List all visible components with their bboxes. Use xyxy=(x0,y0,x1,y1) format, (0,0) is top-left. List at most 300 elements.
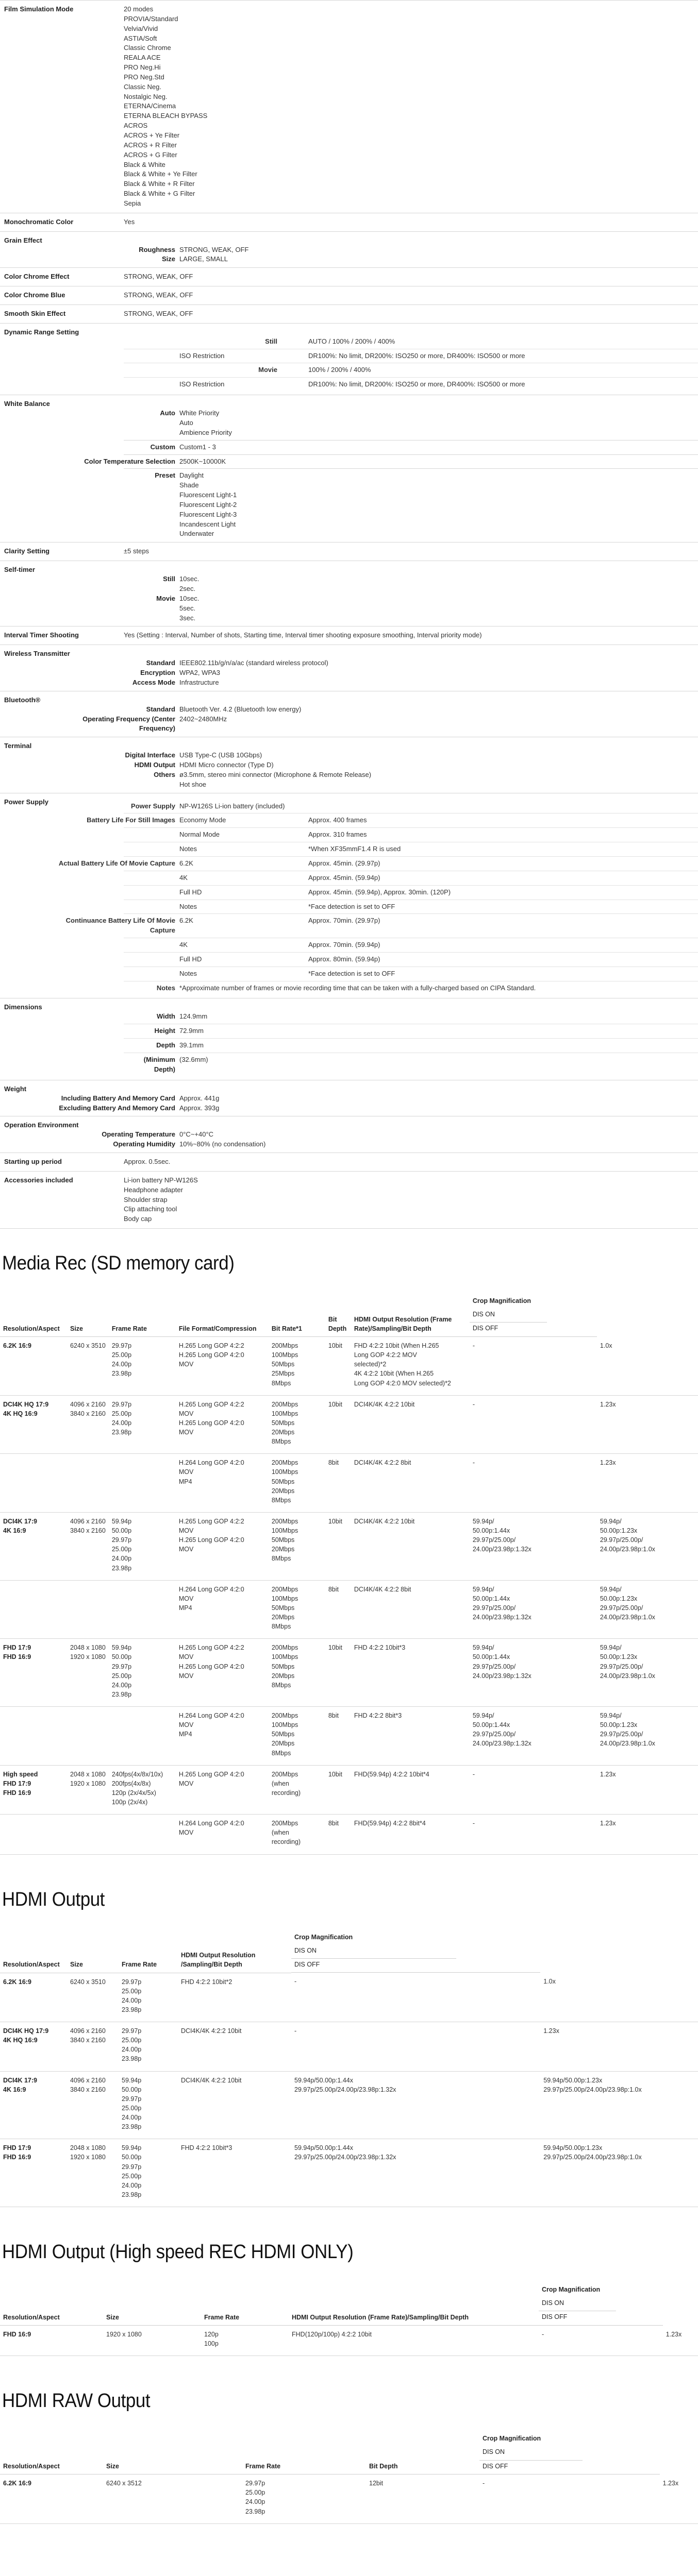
list-line: REALA ACE xyxy=(124,54,161,62)
spec-value: Yes xyxy=(124,217,135,226)
cell-line: 29.97p/25.00p/ xyxy=(472,1731,516,1738)
spec-row-bluetooth xyxy=(0,691,698,738)
cell-line: 1.23x xyxy=(662,2479,679,2487)
cell-line: 24.00p xyxy=(111,1419,132,1427)
table-cell-dis_off xyxy=(597,1707,698,1766)
cell-line: 3840 x 2160 xyxy=(70,1410,106,1417)
sub-label: Still xyxy=(163,575,175,583)
spec-row-white-balance xyxy=(0,395,698,543)
cell-line: 50.00p:1.23x xyxy=(600,1721,638,1729)
sub-label: Movie xyxy=(156,594,175,602)
sub-value: IEEE802.11b/g/n/a/ac (standard wireless protocol) xyxy=(179,659,328,667)
spec-label: Starting up period xyxy=(4,1158,62,1166)
table-cell-frame xyxy=(109,1512,176,1580)
cell-line: 6.2K 16:9 xyxy=(3,1342,31,1350)
cell-line: 4096 x 2160 xyxy=(70,1400,106,1408)
table-cell-dis_off xyxy=(597,1512,698,1580)
sub-label: Custom xyxy=(150,443,175,451)
cell-line: FHD 16:9 xyxy=(3,2154,31,2161)
cell-line: H.265 Long GOP 4:2:2 xyxy=(178,1400,244,1408)
list-line: Shoulder strap xyxy=(124,1195,168,1204)
spec-value: STRONG, WEAK, OFF xyxy=(124,291,193,299)
accessories-list xyxy=(124,1172,698,1228)
list-line: Black & White + R Filter xyxy=(124,180,195,188)
cell-line: 1.0x xyxy=(600,1342,612,1349)
cell-line: 4096 x 2160 xyxy=(70,1517,106,1525)
spec-row-film-simulation xyxy=(0,1,698,213)
list-line: ETERNA BLEACH BYPASS xyxy=(124,112,208,120)
cell-line: 25.00p xyxy=(122,2104,142,2112)
cell-line: 25.00p xyxy=(111,1351,132,1359)
cell-line: 29.97p xyxy=(111,1342,132,1350)
cell-line: FHD 4:2:2 10bit*3 xyxy=(354,1644,406,1652)
cell-line: High speed xyxy=(3,1770,38,1778)
power-line xyxy=(124,885,698,900)
sub-label xyxy=(55,844,179,854)
table-row xyxy=(0,1973,698,2022)
cell-line: - xyxy=(472,1820,475,1827)
cell-line: 1.23x xyxy=(600,1400,616,1408)
table-cell-size xyxy=(103,2475,242,2524)
table-cell-hdmi xyxy=(351,1512,470,1580)
sub-label: Notes xyxy=(156,984,175,992)
spec-label: Bluetooth® xyxy=(4,696,41,704)
table-cell-dis_on xyxy=(470,1337,597,1396)
cell-line: 8Mbps xyxy=(271,1379,291,1387)
spec-table xyxy=(0,0,698,1229)
cell-line xyxy=(3,1819,64,1828)
sub-label xyxy=(55,969,179,979)
table-cell-hdmi xyxy=(351,1707,470,1766)
sub-value xyxy=(179,594,698,623)
cell-line: 23.98p xyxy=(111,1564,132,1572)
cell-line xyxy=(70,1819,106,1828)
cell-line: 25.00p xyxy=(245,2489,265,2497)
power-value: Approx. 70min. (29.97p) xyxy=(308,917,380,925)
col-header: Frame Rate xyxy=(201,2282,289,2325)
cell-line: 29.97p/25.00p/24.00p/23.98p:1.0x xyxy=(543,2154,642,2161)
spec-label: Dynamic Range Setting xyxy=(4,328,79,336)
cell-line: 8Mbps xyxy=(271,1555,291,1563)
table-cell-dis_off xyxy=(597,1815,698,1854)
table-cell-bitrate xyxy=(269,1337,325,1396)
sub-label: Still xyxy=(265,337,277,345)
list-line: PROVIA/Standard xyxy=(124,14,178,23)
cell-line: 1920 x 1080 xyxy=(70,1780,106,1787)
sub-label xyxy=(55,873,179,883)
cell-line: MOV xyxy=(178,1780,194,1787)
table-cell-dis_on xyxy=(470,1580,597,1639)
cell-line: 240fps(4x/8x/10x) xyxy=(111,1770,163,1778)
table-cell-frame xyxy=(109,1639,176,1707)
sub-value: WPA2, WPA3 xyxy=(179,669,220,677)
cell-line: MOV xyxy=(178,1361,194,1368)
table-cell-dis_off xyxy=(663,2326,698,2356)
table-cell-hdmi xyxy=(178,2139,291,2207)
spec-label: Dimensions xyxy=(4,1003,42,1011)
cell-line: 200Mbps xyxy=(271,1712,298,1720)
spec-row-color-chrome-blue xyxy=(0,286,698,305)
cell-line: 29.97p xyxy=(111,1663,132,1670)
cell-line: 59.94p/50.00p:1.44x xyxy=(294,2076,353,2084)
spec-label: Power Supply xyxy=(4,798,48,806)
sub-value: 124.9mm xyxy=(179,1012,208,1021)
cell-line: 24.00p/23.98p:1.32x xyxy=(472,1672,531,1680)
table-cell-frame xyxy=(109,1815,176,1854)
table-cell-bitrate xyxy=(269,1580,325,1639)
table-cell-size xyxy=(67,2139,119,2207)
hdmi-raw-table xyxy=(0,2431,698,2523)
spec-row-weight xyxy=(0,1080,698,1117)
power-value: *When XF35mmF1.4 R is used xyxy=(308,845,401,853)
table-cell-size xyxy=(67,1639,109,1707)
table-cell-res xyxy=(0,1337,67,1396)
col-header: Size xyxy=(103,2431,242,2474)
power-mode: Full HD xyxy=(179,888,202,896)
sub-label: Height xyxy=(154,1027,175,1035)
list-line: Daylight xyxy=(179,471,204,480)
cell-line: 24.00p/23.98p:1.0x xyxy=(600,1672,655,1680)
cell-line: 50Mbps xyxy=(271,1731,295,1738)
cell-line: 24.00p/23.98p:1.32x xyxy=(472,1740,531,1748)
sub-value: DR100%: No limit, DR200%: ISO250 or more, DR400%: ISO500 or more xyxy=(308,380,525,388)
cell-line: 23.98p xyxy=(111,1370,132,1378)
table-cell-size xyxy=(67,1512,109,1580)
cell-line xyxy=(112,1458,173,1467)
cell-line: 10bit xyxy=(328,1644,342,1652)
cell-line: 1.23x xyxy=(543,2027,559,2035)
cell-line: H.265 Long GOP 4:2:0 xyxy=(178,1663,244,1670)
sub-label: Standard xyxy=(146,705,175,713)
table-cell-res xyxy=(0,1395,67,1454)
cell-line: Long GOP 4:2:0 MOV selected)*2 xyxy=(354,1379,451,1387)
power-mode: Normal Mode xyxy=(179,831,220,839)
cell-line: 29.97p xyxy=(111,1536,132,1544)
table-cell-frame xyxy=(109,1395,176,1454)
cell-line: 50.00p xyxy=(122,2086,142,2093)
cell-line: 59.94p xyxy=(122,2144,142,2152)
spec-row-power xyxy=(0,793,698,999)
cell-line: 59.94p/50.00p:1.44x xyxy=(294,2144,353,2152)
cell-line: 100Mbps xyxy=(271,1410,298,1417)
table-cell-bitdepth xyxy=(325,1707,351,1766)
sub-value xyxy=(179,770,698,790)
table-cell-dis_off xyxy=(540,1973,698,2022)
cell-line: DCI4K HQ 17:9 xyxy=(3,1400,49,1408)
table-row xyxy=(0,1765,698,1815)
section-title-hdmi-output: HDMI Output xyxy=(2,1888,105,1910)
table-cell-file xyxy=(176,1512,269,1580)
col-subheader: DIS ON xyxy=(539,2297,616,2311)
cell-line: 24.00p xyxy=(111,1361,132,1368)
power-mode: 6.2K xyxy=(179,917,193,925)
list-line: 3sec. xyxy=(179,614,196,622)
cell-line: 1920 x 1080 xyxy=(106,2331,142,2338)
cell-line: 10bit xyxy=(328,1342,342,1350)
cell-line: 59.94p/ xyxy=(472,1517,494,1525)
spec-row-wireless xyxy=(0,645,698,691)
cell-line: FHD(59.94p) 4:2:2 8bit*4 xyxy=(354,1820,426,1827)
sub-label: Access Mode xyxy=(132,678,175,686)
table-cell-dis_off xyxy=(597,1639,698,1707)
sub-value xyxy=(179,409,698,438)
cell-line: 29.97p xyxy=(111,1400,132,1408)
cell-line: MOV xyxy=(178,1721,194,1729)
cell-line: 12bit xyxy=(369,2480,384,2487)
cell-line: 8Mbps xyxy=(271,1681,291,1689)
sub-label: Operating Humidity xyxy=(113,1140,175,1148)
sub-value: STRONG, WEAK, OFF xyxy=(179,245,249,253)
col-subheader: DIS OFF xyxy=(479,2461,660,2475)
power-supply-body xyxy=(58,800,698,995)
table-cell-file xyxy=(176,1815,269,1854)
cell-line: 100Mbps xyxy=(271,1721,298,1729)
col-header: Resolution/Aspect xyxy=(0,1293,67,1336)
list-line: Black & White xyxy=(124,160,165,168)
cell-line: DCI4K 17:9 xyxy=(3,1517,37,1525)
cell-line: 24.00p/23.98p:1.0x xyxy=(600,1740,655,1748)
spec-label: Self-timer xyxy=(4,566,35,574)
table-cell-dis_on xyxy=(539,2326,663,2356)
spec-label: Weight xyxy=(4,1084,27,1093)
cell-line: 100Mbps xyxy=(271,1595,298,1602)
cell-line: 1920 x 1080 xyxy=(70,1653,106,1661)
spec-value: Yes (Setting : Interval, Number of shots, Starting time, Interval timer shooting exposure smoothing, Interval priority mode) xyxy=(124,631,482,639)
table-cell-file xyxy=(176,1639,269,1707)
table-row xyxy=(0,1454,698,1513)
table-cell-bitrate xyxy=(269,1395,325,1454)
sub-label: Roughness xyxy=(139,245,175,253)
power-mode: Economy Mode xyxy=(179,816,226,824)
cell-line: 20Mbps xyxy=(271,1546,295,1553)
sub-value xyxy=(179,574,698,594)
list-line: PRO Neg.Std xyxy=(124,73,164,81)
table-cell-res xyxy=(0,2326,103,2356)
cell-line: 23.98p xyxy=(122,2123,142,2131)
table-cell-file xyxy=(176,1765,269,1815)
cell-line: 29.97p/25.00p/ xyxy=(472,1536,516,1544)
cell-line: 120p (2x/4x/5x) xyxy=(111,1789,156,1797)
sub-label: Size xyxy=(161,255,175,263)
power-line xyxy=(124,827,698,842)
cell-line: MOV xyxy=(178,1429,194,1436)
cell-line: FHD 4:2:2 8bit*3 xyxy=(354,1712,402,1720)
table-cell-frame xyxy=(119,2022,178,2072)
cell-line xyxy=(3,1711,64,1720)
cell-line: MOV xyxy=(178,1468,194,1476)
cell-line: 3840 x 2160 xyxy=(70,2037,106,2044)
cell-line: 50.00p:1.23x xyxy=(600,1527,638,1535)
power-value: Approx. 310 frames xyxy=(308,831,367,839)
hdmi-high-speed-table xyxy=(0,2282,698,2356)
table-cell-dis_off xyxy=(540,2139,698,2207)
table-cell-res xyxy=(0,1707,67,1766)
table-cell-bitrate xyxy=(269,1512,325,1580)
power-mode: 4K xyxy=(179,873,188,882)
spec-label: Interval Timer Shooting xyxy=(4,631,79,639)
cell-line: 3840 x 2160 xyxy=(70,2086,106,2093)
spec-row-color-chrome xyxy=(0,268,698,286)
sub-value: Custom1 - 3 xyxy=(179,443,216,451)
cell-line: 23.98p xyxy=(122,2006,142,2013)
cell-line: 23.98p xyxy=(245,2507,265,2515)
cell-line: 24.00p/23.98p:1.32x xyxy=(472,1614,531,1621)
table-cell-dis_on xyxy=(470,1395,597,1454)
cell-line: 50Mbps xyxy=(271,1361,295,1368)
col-header: Bit Depth xyxy=(366,2431,479,2474)
cell-line: DCI4K/4K 4:2:2 8bit xyxy=(354,1459,411,1467)
cell-line: (when xyxy=(271,1829,289,1837)
list-line: Black & White + G Filter xyxy=(124,190,195,198)
spec-value: STRONG, WEAK, OFF xyxy=(124,309,193,317)
sub-label: ISO Restriction xyxy=(179,380,225,388)
cell-line: DCI4K/4K 4:2:2 10bit xyxy=(354,1400,415,1408)
cell-line: 24.00p xyxy=(111,1681,132,1689)
cell-line: 8Mbps xyxy=(271,1496,291,1504)
cell-line: 59.94p xyxy=(111,1644,132,1652)
list-line: Hot shoe xyxy=(179,780,207,788)
sub-label: Standard xyxy=(146,659,175,667)
cell-line: 120p xyxy=(204,2331,219,2338)
cell-line: 50.00p:1.23x xyxy=(600,1653,638,1661)
spec-label: Grain Effect xyxy=(4,236,42,244)
table-cell-frame xyxy=(109,1765,176,1815)
cell-line: 2048 x 1080 xyxy=(70,1770,106,1778)
cell-line: H.264 Long GOP 4:2:0 xyxy=(178,1459,244,1467)
sub-label: ISO Restriction xyxy=(179,351,225,360)
table-cell-frame xyxy=(119,2139,178,2207)
cell-line: 59.94p/ xyxy=(600,1644,622,1652)
cell-line: 59.94p/ xyxy=(472,1585,494,1593)
col-header: Size xyxy=(67,1293,109,1336)
list-line: Fluorescent Light-3 xyxy=(179,510,237,518)
table-cell-dis_off xyxy=(597,1395,698,1454)
list-line: ACROS + G Filter xyxy=(124,150,177,159)
table-cell-hdmi xyxy=(351,1765,470,1815)
cell-line: H.265 Long GOP 4:2:0 xyxy=(178,1351,244,1359)
table-row xyxy=(0,2475,698,2524)
cell-line: FHD 16:9 xyxy=(3,1653,31,1661)
table-cell-dis_off xyxy=(597,1454,698,1513)
power-mode: 4K xyxy=(179,941,188,949)
table-cell-frame xyxy=(109,1580,176,1639)
cell-line: 10bit xyxy=(328,1400,342,1408)
spec-label: Operation Environment xyxy=(4,1121,79,1129)
sub-value: 2500K~10000K xyxy=(179,457,226,465)
cell-line: 50.00p xyxy=(111,1527,132,1535)
cell-line: 1.23x xyxy=(600,1459,616,1467)
table-cell-file xyxy=(176,1337,269,1396)
sub-label: Movie xyxy=(258,366,277,374)
cell-line: recording) xyxy=(271,1838,301,1846)
table-cell-hdmi xyxy=(351,1454,470,1513)
cell-line: 50Mbps xyxy=(271,1419,295,1427)
table-cell-size xyxy=(67,1454,109,1513)
cell-line: 29.97p/25.00p/ xyxy=(472,1604,516,1612)
sub-label: Encryption xyxy=(140,669,175,677)
cell-line: H.264 Long GOP 4:2:0 xyxy=(178,1820,244,1827)
cell-line: 100p xyxy=(204,2340,219,2348)
list-line: ACROS + R Filter xyxy=(124,141,177,149)
table-cell-hdmi xyxy=(178,2071,291,2139)
cell-line: 10bit xyxy=(328,1517,342,1525)
power-value: Approx. 45min. (29.97p) xyxy=(308,859,380,867)
cell-line: 50.00p xyxy=(122,2154,142,2161)
table-cell-size xyxy=(67,2022,119,2072)
col-header: Crop Magnification xyxy=(472,1297,531,1305)
cell-line: DCI4K/4K 4:2:2 10bit xyxy=(354,1517,415,1525)
spec-label: Monochromatic Color xyxy=(4,217,74,226)
cell-line: - xyxy=(542,2330,544,2338)
cell-line: MP4 xyxy=(178,1731,192,1738)
cell-line: 24.00p xyxy=(122,2181,142,2189)
table-cell-dis_off xyxy=(540,2071,698,2139)
table-cell-frame xyxy=(109,1454,176,1513)
list-line: Body cap xyxy=(124,1215,152,1223)
sub-label xyxy=(55,955,179,964)
cell-line: 100p (2x/4x) xyxy=(111,1799,148,1806)
cell-line: 59.94p/ xyxy=(600,1517,622,1525)
cell-line xyxy=(70,1585,106,1594)
power-mode: Notes xyxy=(179,845,197,853)
list-line: ø3.5mm, stereo mini connector (Microphone & Remote Release) xyxy=(179,770,372,778)
cell-line: 24.00p/23.98p:1.0x xyxy=(600,1546,655,1553)
cell-line: 50Mbps xyxy=(271,1536,295,1544)
spec-row-dynamic-range xyxy=(0,324,698,395)
spec-label: Wireless Transmitter xyxy=(4,650,70,658)
table-cell-res xyxy=(0,2139,67,2207)
cell-line: 100Mbps xyxy=(271,1351,298,1359)
col-header: Resolution/Aspect xyxy=(0,2282,103,2325)
sub-value: Infrastructure xyxy=(179,678,219,686)
cell-line: 29.97p/25.00p/24.00p/23.98p:1.0x xyxy=(543,2086,642,2093)
table-cell-res xyxy=(0,1512,67,1580)
cell-line: 25.00p xyxy=(111,1546,132,1553)
list-line: Fluorescent Light-2 xyxy=(179,500,237,509)
list-line: ACROS + Ye Filter xyxy=(124,131,180,139)
table-cell-size xyxy=(67,1815,109,1854)
table-row xyxy=(0,1639,698,1707)
cell-line: 25Mbps xyxy=(271,1370,295,1378)
table-cell-dis_on xyxy=(470,1512,597,1580)
table-cell-res xyxy=(0,1580,67,1639)
sub-value: 39.1mm xyxy=(179,1041,204,1049)
table-cell-file xyxy=(176,1707,269,1766)
table-cell-bitdepth xyxy=(325,1337,351,1396)
col-subheader: DIS ON xyxy=(470,1309,547,1323)
cell-line: 8bit xyxy=(328,1820,339,1827)
table-cell-dis_on xyxy=(470,1707,597,1766)
cell-line: 29.97p/25.00p/ xyxy=(600,1663,643,1670)
cell-line: H.265 Long GOP 4:2:2 xyxy=(178,1342,244,1350)
col-header: HDMI Output Resolution (Frame Rate)/Sampling/Bit Depth xyxy=(289,2282,539,2325)
cell-line: MOV xyxy=(178,1672,194,1680)
cell-line: 4K HQ 16:9 xyxy=(3,1410,38,1417)
table-cell-size xyxy=(67,1707,109,1766)
cell-line: - xyxy=(472,1400,475,1408)
hdmi-output-table xyxy=(0,1929,698,2207)
power-line xyxy=(124,871,698,885)
cell-line: 23.98p xyxy=(122,2055,142,2063)
table-cell-dis_off xyxy=(597,1765,698,1815)
table-cell-hdmi xyxy=(351,1337,470,1396)
col-header: Resolution/Aspect xyxy=(0,1929,67,1973)
cell-line: MP4 xyxy=(178,1478,192,1485)
power-line xyxy=(124,952,698,967)
spec-row-dimensions xyxy=(0,998,698,1080)
cell-line: 29.97p/25.00p/ xyxy=(472,1663,516,1670)
cell-line: 29.97p xyxy=(122,2163,142,2171)
